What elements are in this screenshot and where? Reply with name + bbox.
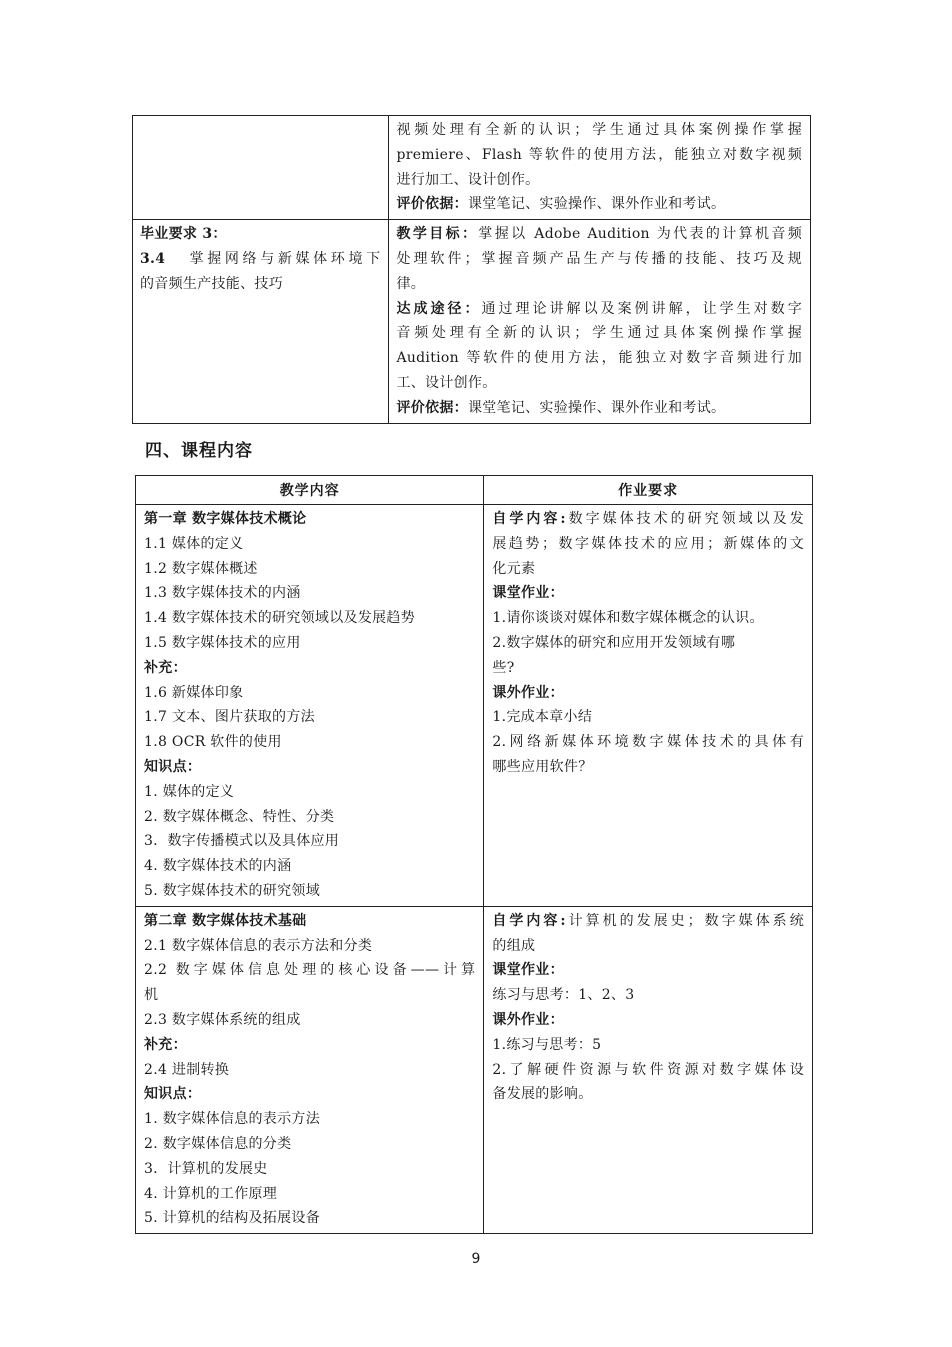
path-line: 工、设计创作。 <box>396 374 497 391</box>
list-item: 5. 计算机的结构及拓展设备 <box>144 1210 321 1227</box>
self-study-line: 的组成 <box>492 937 536 954</box>
self-study-line <box>492 909 804 934</box>
list-item: 1. 数字媒体信息的表示方法 <box>144 1111 321 1128</box>
list-item: 2.网络新媒体环境数字媒体技术的具体有 <box>492 734 804 751</box>
path-text: 通过理论讲解以及案例讲解，让学生对数字 <box>481 300 803 317</box>
requirement-cell <box>133 220 389 423</box>
requirement-title: 毕业要求 3： <box>140 226 227 243</box>
self-study-line <box>492 507 804 532</box>
list-item: 2.数字媒体的研究和应用开发领域有哪 <box>492 634 736 651</box>
list-item: 2.1 数字媒体信息的表示方法和分类 <box>144 937 373 954</box>
knowledge-label: 知识点： <box>144 1086 202 1103</box>
self-study-label: 自学内容: <box>492 511 566 527</box>
assignment-cell <box>484 505 813 907</box>
evaluation-line <box>396 396 802 421</box>
evaluation-text: 课堂笔记、实验操作、课外作业和考试。 <box>467 399 726 416</box>
supplement-label: 补充： <box>144 659 187 676</box>
self-study-text: 计算机的发展史；数字媒体系统 <box>565 912 804 929</box>
list-item: 1.6 新媒体印象 <box>144 684 244 701</box>
list-item: 1.完成本章小结 <box>492 709 593 726</box>
list-item: 3．计算机的发展史 <box>144 1160 268 1177</box>
goal-line <box>396 222 802 247</box>
list-item: 1.7 文本、图片获取的方法 <box>144 709 315 726</box>
requirement-text: 掌握网络与新媒体环境下 <box>189 250 381 267</box>
list-item: 4. 计算机的工作原理 <box>144 1185 278 1202</box>
list-item: 1.练习与思考：5 <box>492 1036 602 1053</box>
goal-line: 处理软件；掌握音频产品生产与传播的技能、技巧及规 <box>396 250 802 267</box>
objective-cell <box>389 116 811 220</box>
evaluation-label: 评价依据： <box>396 399 468 416</box>
section-title: 四、课程内容 <box>145 441 253 461</box>
path-line: 音频处理有全新的认识；学生通过具体案例操作掌握 <box>396 325 802 342</box>
list-item: 2.3 数字媒体系统的组成 <box>144 1011 301 1028</box>
table-row <box>133 116 811 220</box>
requirement-number: 3.4 <box>140 250 166 267</box>
list-item: 备发展的影响。 <box>492 1086 593 1103</box>
goal-text: 掌握以 Adobe Audition 为代表的计算机音频 <box>478 226 803 243</box>
list-item: 4. 数字媒体技术的内涵 <box>144 858 292 875</box>
list-item: 1.1 媒体的定义 <box>144 535 244 552</box>
list-item: 1.8 OCR 软件的使用 <box>144 734 282 751</box>
list-item: 2.4 进制转换 <box>144 1061 230 1078</box>
requirement-line <box>140 247 380 272</box>
extra-assignment-label: 课外作业： <box>492 1011 564 1028</box>
list-item: 1.请你谈谈对媒体和数字媒体概念的认识。 <box>492 610 764 627</box>
list-item: 机 <box>144 987 159 1004</box>
self-study-label: 自学内容: <box>492 912 566 929</box>
path-label: 达成途径： <box>396 300 482 317</box>
list-item: 1.2 数字媒体概述 <box>144 560 258 577</box>
list-item: 2.了解硬件资源与软件资源对数字媒体设 <box>492 1061 804 1078</box>
extra-assignment-label: 课外作业： <box>492 684 564 701</box>
self-study-text: 数字媒体技术的研究领域以及发 <box>565 511 804 527</box>
table-row <box>133 220 811 423</box>
list-item: 2. 数字媒体信息的分类 <box>144 1135 292 1152</box>
evaluation-text: 课堂笔记、实验操作、课外作业和考试。 <box>467 196 726 213</box>
chapter-content-cell <box>136 906 484 1233</box>
course-content-table <box>135 475 813 1234</box>
supplement-label: 补充： <box>144 1036 187 1053</box>
list-item: 练习与思考：1、2、3 <box>492 987 635 1004</box>
requirement-cell-empty <box>133 116 389 220</box>
list-item: 哪些应用软件？ <box>492 758 593 775</box>
list-item: 1.5 数字媒体技术的应用 <box>144 634 301 651</box>
goal-line: 律。 <box>396 275 426 292</box>
table-row <box>136 906 813 1233</box>
self-study-line: 展趋势；数字媒体技术的应用；新媒体的文 <box>492 535 804 552</box>
path-line <box>396 297 802 322</box>
header-teaching-content: 教学内容 <box>136 476 484 505</box>
requirement-line: 的音频生产技能、技巧 <box>140 275 283 292</box>
list-item: 些? <box>492 659 515 676</box>
graduation-requirements-table <box>132 115 811 424</box>
list-item: 2. 数字媒体概念、特性、分类 <box>144 808 335 825</box>
self-study-line: 化元素 <box>492 560 536 577</box>
chapter-title: 第二章 数字媒体技术基础 <box>144 912 307 929</box>
objective-text-line: premiere、Flash 等软件的使用方法，能独立对数字视频 <box>396 146 802 163</box>
objective-text-line: 进行加工、设计创作。 <box>396 171 540 188</box>
knowledge-label: 知识点： <box>144 758 202 775</box>
chapter-content-cell <box>136 505 484 907</box>
class-assignment-label: 课堂作业： <box>492 585 564 602</box>
assignment-cell <box>484 906 813 1233</box>
chapter-title: 第一章 数字媒体技术概论 <box>144 511 307 527</box>
evaluation-label: 评价依据： <box>396 196 468 213</box>
table-row <box>136 505 813 907</box>
table-header-row <box>136 476 813 505</box>
objective-text-line: 视频处理有全新的认识；学生通过具体案例操作掌握 <box>396 122 802 138</box>
list-item: 3．数字传播模式以及具体应用 <box>144 833 340 850</box>
list-item: 5. 数字媒体技术的研究领域 <box>144 882 321 899</box>
goal-label: 教学目标： <box>396 226 479 243</box>
objective-cell <box>389 220 811 423</box>
path-line: Audition 等软件的使用方法，能独立对数字音频进行加 <box>396 350 802 367</box>
class-assignment-label: 课堂作业： <box>492 962 564 979</box>
list-item: 1. 媒体的定义 <box>144 783 235 800</box>
evaluation-line <box>396 192 802 217</box>
header-assignment: 作业要求 <box>484 476 813 505</box>
list-item: 1.4 数字媒体技术的研究领域以及发展趋势 <box>144 610 416 627</box>
list-item: 1.3 数字媒体技术的内涵 <box>144 585 301 602</box>
page-number: 9 <box>471 1251 481 1267</box>
list-item: 2.2 数字媒体信息处理的核心设备——计算 <box>144 962 476 979</box>
